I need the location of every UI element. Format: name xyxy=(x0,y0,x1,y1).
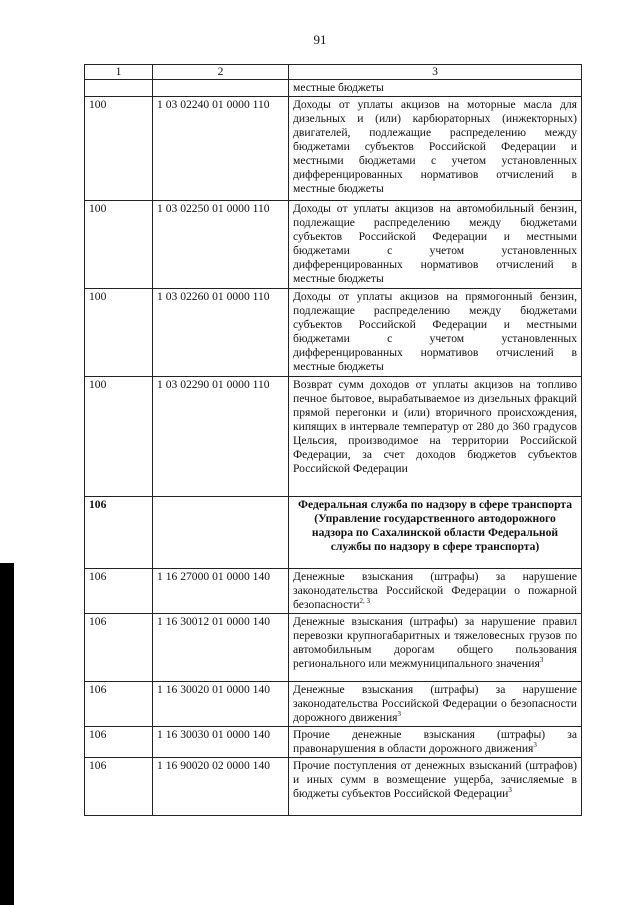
admin-code: 100 xyxy=(85,97,153,201)
footnote-marker: 3 xyxy=(539,656,544,665)
revenue-code: 1 16 27000 01 0000 140 xyxy=(153,569,289,614)
table-row xyxy=(85,201,582,289)
admin-code: 106 xyxy=(85,727,153,758)
description-text: Прочие денежные взыскания (штрафы) за правонарушения в области дорожного движения xyxy=(293,728,577,755)
revenue-code: 1 03 02260 01 0000 110 xyxy=(153,289,289,377)
revenue-code: 1 16 30012 01 0000 140 xyxy=(153,614,289,682)
agency-header-row xyxy=(85,497,582,569)
revenue-code: 1 03 02250 01 0000 110 xyxy=(153,201,289,289)
revenue-code: 1 03 02290 01 0000 110 xyxy=(153,377,289,497)
table-header-row xyxy=(85,65,582,80)
table-row xyxy=(85,97,582,201)
table-row xyxy=(85,377,582,497)
description-text: Доходы от уплаты акцизов на моторные масла для дизельных и (или) карбюраторных (инжекторных) двигателей, подлежащие распределению между бюджетами субъектов Российской Федерации и местными бюджетами с учетом установленных дифференцированных нормативов отчислений в местные бюджеты xyxy=(293,98,577,195)
admin-code: 100 xyxy=(85,201,153,289)
admin-code: 106 xyxy=(85,497,153,569)
description-text: Федеральная служба по надзору в сфере транспорта (Управление государственного автодорожного надзора по Сахалинской области Федеральной службы по надзору в сфере транспорта) xyxy=(298,498,572,553)
description-text: Денежные взыскания (штрафы) за нарушение правил перевозки крупногабаритных и тяжеловесных грузов по автомобильным дорогам общего пользования регионального или межмуниципального значения xyxy=(293,615,577,670)
revenue-description xyxy=(289,569,582,614)
admin-code: 106 xyxy=(85,682,153,727)
description-text: Денежные взыскания (штрафы) за нарушение законодательства Российской Федерации о пожарной безопасности xyxy=(293,570,577,611)
revenue-description xyxy=(289,682,582,727)
continuation-cell-1 xyxy=(85,80,153,97)
admin-code: 106 xyxy=(85,758,153,816)
table-row xyxy=(85,758,582,816)
admin-code: 106 xyxy=(85,569,153,614)
revenue-description xyxy=(289,377,582,497)
budget-classification-table xyxy=(84,64,582,816)
revenue-code: 1 16 30020 01 0000 140 xyxy=(153,682,289,727)
revenue-description xyxy=(289,727,582,758)
description-text: Доходы от уплаты акцизов на прямогонный бензин, подлежащие распределению между бюджетами субъектов Российской Федерации и местными бюджетами с учетом установленных дифференцированных нормативов отчислений в местные бюджеты xyxy=(293,290,577,373)
column-header-2: 2 xyxy=(153,65,289,80)
scan-edge-bar xyxy=(0,563,14,905)
table-row xyxy=(85,289,582,377)
column-header-1: 1 xyxy=(85,65,153,80)
continuation-text: местные бюджеты xyxy=(289,80,582,97)
footnote-marker: 3 xyxy=(397,710,401,719)
description-text: Денежные взыскания (штрафы) за нарушение законодательства Российской Федерации о безопасности дорожного движения xyxy=(293,683,577,724)
revenue-description xyxy=(289,289,582,377)
description-text: Доходы от уплаты акцизов на автомобильный бензин, подлежащие распределению между бюджетами субъектов Российской Федерации и местными бюджетами с учетом установленных дифференцированных нормативов отчислений в местные бюджеты xyxy=(293,202,577,285)
revenue-description xyxy=(289,97,582,201)
footnote-marker: 3 xyxy=(533,741,537,750)
column-header-3: 3 xyxy=(289,65,582,80)
footnote-marker: 2, 3 xyxy=(359,597,371,606)
revenue-description xyxy=(289,614,582,682)
description-text: Прочие поступления от денежных взысканий (штрафов) и иных сумм в возмещение ущерба, зачисляемые в бюджеты субъектов Российской Федерации xyxy=(293,759,577,800)
admin-code: 100 xyxy=(85,289,153,377)
revenue-code: 1 16 30030 01 0000 140 xyxy=(153,727,289,758)
continuation-cell-2 xyxy=(153,80,289,97)
description-text: Возврат сумм доходов от уплаты акцизов на топливо печное бытовое, вырабатываемое из дизельных фракций прямой перегонки и (или) вторичного происхождения, кипящих в интервале температур от 280 до 360 градусов Цельсия, производимое на территории Российской Федерации, за счет доходов бюджетов субъектов Российской Федерации xyxy=(293,378,577,475)
table-row xyxy=(85,727,582,758)
revenue-description xyxy=(289,497,582,569)
revenue-code: 1 16 90020 02 0000 140 xyxy=(153,758,289,816)
revenue-description xyxy=(289,201,582,289)
revenue-description xyxy=(289,758,582,816)
table-row xyxy=(85,614,582,682)
continuation-row xyxy=(85,80,582,97)
footnote-marker: 3 xyxy=(508,786,512,795)
admin-code: 100 xyxy=(85,377,153,497)
admin-code: 106 xyxy=(85,614,153,682)
table-row xyxy=(85,569,582,614)
revenue-code xyxy=(153,497,289,569)
page-number: 91 xyxy=(313,32,327,47)
table-row xyxy=(85,682,582,727)
revenue-code: 1 03 02240 01 0000 110 xyxy=(153,97,289,201)
